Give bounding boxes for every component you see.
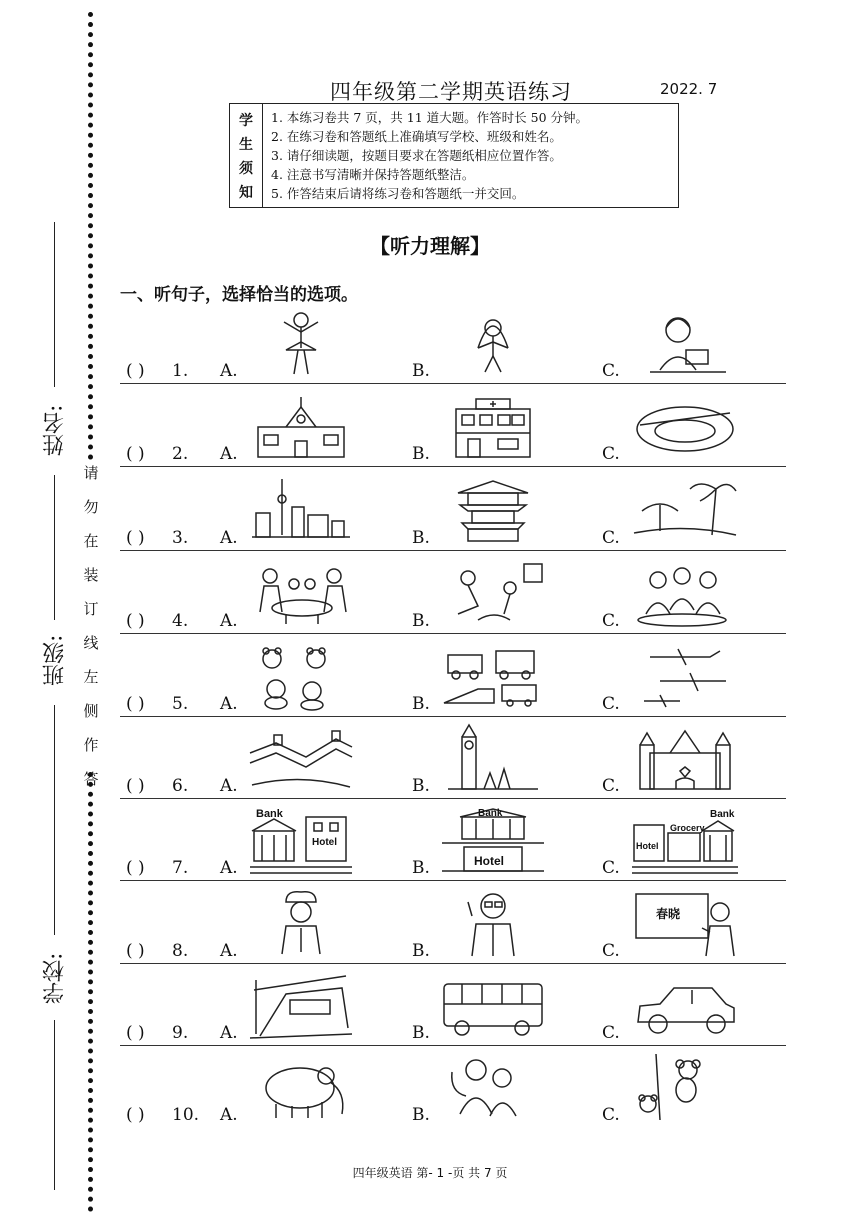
- question-number: 7.: [172, 858, 189, 878]
- family-dinner-icon: [246, 558, 356, 630]
- option-b-label[interactable]: B.: [412, 361, 430, 381]
- car-icon: [630, 970, 740, 1042]
- option-a-label[interactable]: A.: [220, 611, 238, 631]
- option-c-label[interactable]: C.: [602, 776, 620, 796]
- warning-char: 在: [83, 532, 99, 550]
- doctor-icon: [438, 888, 548, 960]
- binding-dotted-line-bottom: [88, 772, 93, 1212]
- question-row: [120, 471, 786, 551]
- question-divider: [120, 550, 786, 551]
- option-c-label[interactable]: C.: [602, 528, 620, 548]
- sign-text: Hotel: [312, 837, 337, 848]
- teacher-icon: [630, 888, 740, 960]
- option-a-label[interactable]: A.: [220, 361, 238, 381]
- monkeys-icon: [438, 1052, 548, 1124]
- question-divider: [120, 963, 786, 964]
- castle-icon: [630, 723, 740, 795]
- notice-heading-char: 学: [239, 112, 253, 129]
- ballerina-icon: [246, 308, 356, 380]
- part-title: 一、听句子，选择恰当的选项。: [120, 285, 358, 305]
- teddy-bears-icon: [246, 641, 356, 713]
- question-number: 2.: [172, 444, 189, 464]
- question-number: 9.: [172, 1023, 189, 1043]
- class-line-bottom: [54, 705, 55, 935]
- answer-blank[interactable]: ( ): [126, 1023, 145, 1043]
- option-b-label[interactable]: B.: [412, 444, 430, 464]
- answer-blank[interactable]: ( ): [126, 611, 145, 631]
- beach-icon: [630, 475, 740, 547]
- hotel-grocery-bank-icon: [630, 805, 740, 877]
- warning-char: 侧: [83, 702, 99, 720]
- notice-item: 1. 本练习卷共 7 页，共 11 道大题。作答时长 50 分钟。: [271, 110, 589, 125]
- sign-text: Bank: [710, 809, 735, 820]
- sign-text: 春晓: [656, 907, 681, 921]
- answer-blank[interactable]: ( ): [126, 361, 145, 381]
- great-wall-icon: [246, 723, 356, 795]
- question-row: [120, 304, 786, 384]
- question-divider: [120, 798, 786, 799]
- warning-char: 请: [83, 464, 99, 482]
- notice-item: 3. 请仔细读题，按题目要求在答题纸相应位置作答。: [271, 148, 562, 163]
- school-label: 学校:: [42, 952, 68, 1004]
- question-number: 1.: [172, 361, 189, 381]
- notice-heading-char: 知: [239, 184, 253, 201]
- question-divider: [120, 716, 786, 717]
- elephant-icon: [246, 1052, 356, 1124]
- option-a-label[interactable]: A.: [220, 1105, 238, 1125]
- bank-hotel-icon: [246, 805, 356, 877]
- sign-text: Bank: [478, 808, 503, 819]
- option-c-label[interactable]: C.: [602, 1105, 620, 1125]
- family-picnic-icon: [630, 558, 740, 630]
- option-b-label[interactable]: B.: [412, 1105, 430, 1125]
- option-a-label[interactable]: A.: [220, 444, 238, 464]
- toy-planes-icon: [630, 641, 740, 713]
- question-row: [120, 884, 786, 964]
- option-c-label[interactable]: C.: [602, 694, 620, 714]
- answer-blank[interactable]: ( ): [126, 941, 145, 961]
- answer-blank[interactable]: ( ): [126, 444, 145, 464]
- option-a-label[interactable]: A.: [220, 941, 238, 961]
- sign-text: Bank: [256, 808, 283, 820]
- cook-icon: [246, 888, 356, 960]
- section-title: 【听力理解】: [370, 234, 490, 258]
- question-divider: [120, 880, 786, 881]
- option-b-label[interactable]: B.: [412, 776, 430, 796]
- binding-warning: [80, 462, 102, 789]
- class-label: 班级:: [42, 634, 68, 686]
- student-notice-box: [229, 103, 679, 208]
- bank-over-hotel-icon: [438, 805, 548, 877]
- answer-blank[interactable]: ( ): [126, 1105, 145, 1125]
- page-title: 四年级第二学期英语练习: [330, 80, 572, 104]
- notice-heading-char: 须: [239, 160, 253, 177]
- question-divider: [120, 466, 786, 467]
- question-number: 6.: [172, 776, 189, 796]
- sign-text: Hotel: [636, 841, 659, 851]
- answer-blank[interactable]: ( ): [126, 694, 145, 714]
- option-b-label[interactable]: B.: [412, 694, 430, 714]
- sign-text: Grocery: [670, 823, 705, 833]
- question-number: 4.: [172, 611, 189, 631]
- bus-icon: [438, 970, 548, 1042]
- warning-char: 答: [83, 770, 99, 788]
- notice-item: 5. 作答结束后请将练习卷和答题纸一并交回。: [271, 186, 525, 201]
- option-c-label[interactable]: C.: [602, 858, 620, 878]
- option-c-label[interactable]: C.: [602, 444, 620, 464]
- option-b-label[interactable]: B.: [412, 528, 430, 548]
- school-building-icon: [246, 391, 356, 463]
- option-b-label[interactable]: B.: [412, 611, 430, 631]
- stadium-icon: [630, 391, 740, 463]
- question-number: 5.: [172, 694, 189, 714]
- warning-char: 装: [83, 566, 99, 584]
- city-skyline-icon: [246, 475, 356, 547]
- question-row: [120, 387, 786, 467]
- notice-item: 4. 注意书写清晰并保持答题纸整洁。: [271, 167, 475, 182]
- option-b-label[interactable]: B.: [412, 858, 430, 878]
- warning-char: 左: [83, 668, 99, 686]
- notice-heading: [230, 104, 263, 207]
- option-c-label[interactable]: C.: [602, 611, 620, 631]
- question-number: 10.: [172, 1105, 200, 1125]
- option-c-label[interactable]: C.: [602, 1023, 620, 1043]
- subway-train-icon: [246, 970, 356, 1042]
- question-divider: [120, 1045, 786, 1046]
- jump-rope-girl-icon: [438, 308, 548, 380]
- option-a-label[interactable]: A.: [220, 694, 238, 714]
- option-c-label[interactable]: C.: [602, 941, 620, 961]
- warning-char: 勿: [83, 498, 99, 516]
- warning-char: 订: [83, 600, 99, 618]
- sign-text: Hotel: [474, 854, 504, 868]
- exam-date: 2022. 7: [660, 80, 718, 98]
- question-divider: [120, 633, 786, 634]
- name-label: 姓名:: [42, 404, 68, 456]
- option-b-label[interactable]: B.: [412, 941, 430, 961]
- family-garden-icon: [438, 558, 548, 630]
- notice-item: 2. 在练习卷和答题纸上准确填写学校、班级和姓名。: [271, 129, 562, 144]
- page-footer: 四年级英语 第- 1 -页 共 7 页: [352, 1166, 508, 1180]
- answer-blank[interactable]: ( ): [126, 858, 145, 878]
- notice-items: [263, 104, 596, 207]
- pagoda-temple-icon: [438, 475, 548, 547]
- answer-blank[interactable]: ( ): [126, 776, 145, 796]
- question-number: 3.: [172, 528, 189, 548]
- question-row: [120, 966, 786, 1046]
- hospital-building-icon: [438, 391, 548, 463]
- option-b-label[interactable]: B.: [412, 1023, 430, 1043]
- question-number: 8.: [172, 941, 189, 961]
- question-row: [120, 719, 786, 799]
- option-a-label[interactable]: A.: [220, 1023, 238, 1043]
- option-a-label[interactable]: A.: [220, 528, 238, 548]
- option-a-label[interactable]: A.: [220, 858, 238, 878]
- question-row: [120, 637, 786, 717]
- question-row: [120, 801, 786, 881]
- question-divider: [120, 383, 786, 384]
- question-row: [120, 1048, 786, 1128]
- class-line-top: [54, 475, 55, 620]
- reading-girl-icon: [630, 308, 740, 380]
- option-c-label[interactable]: C.: [602, 361, 620, 381]
- warning-char: 作: [83, 736, 99, 754]
- question-row: [120, 554, 786, 634]
- warning-char: 线: [83, 634, 99, 652]
- koalas-icon: [630, 1052, 740, 1124]
- big-ben-icon: [438, 723, 548, 795]
- answer-blank[interactable]: ( ): [126, 528, 145, 548]
- notice-heading-char: 生: [239, 136, 253, 153]
- option-a-label[interactable]: A.: [220, 776, 238, 796]
- toy-trains-icon: [438, 641, 548, 713]
